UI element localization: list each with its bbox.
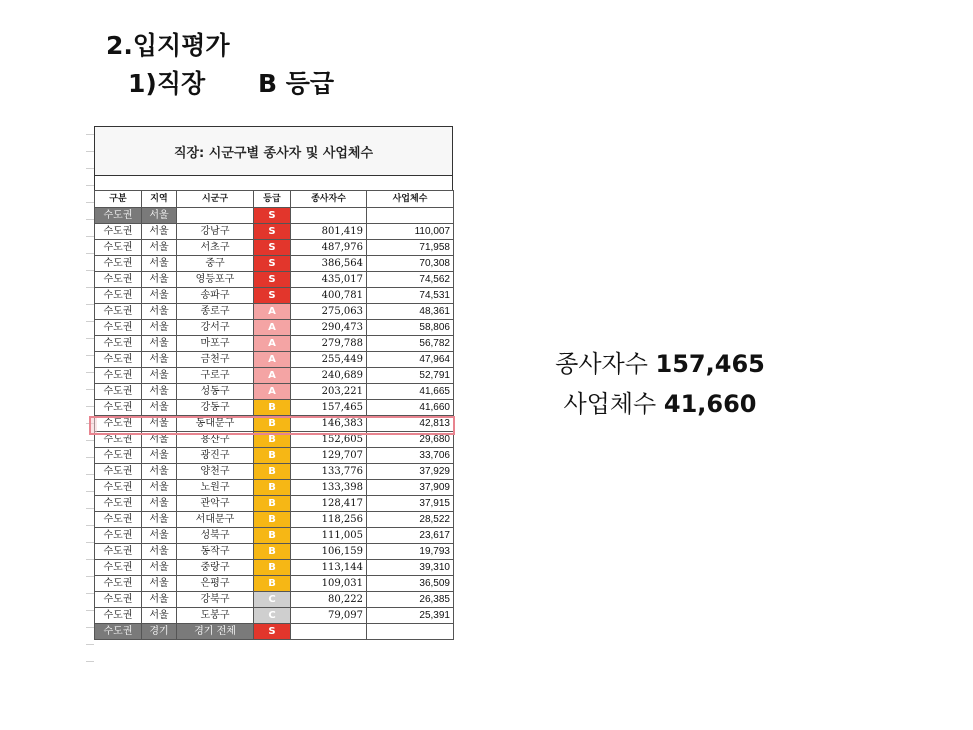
table-row bbox=[95, 272, 454, 288]
district-cell: 성동구 bbox=[177, 384, 254, 400]
table-row bbox=[95, 464, 454, 480]
area-cell: 서울 bbox=[142, 528, 177, 544]
table-row bbox=[95, 512, 454, 528]
region-cell: 수도권 bbox=[95, 336, 142, 352]
table-row bbox=[95, 592, 454, 608]
row-guide-line bbox=[86, 661, 94, 662]
workers-value: 157,465 bbox=[655, 350, 765, 378]
region-cell: 수도권 bbox=[95, 400, 142, 416]
row-guide-line bbox=[86, 644, 94, 645]
table-row bbox=[95, 528, 454, 544]
table-row bbox=[95, 288, 454, 304]
businesses-cell: 26,385 bbox=[367, 592, 454, 608]
region-cell: 수도권 bbox=[95, 288, 142, 304]
table-row bbox=[95, 480, 454, 496]
row-guide-line bbox=[86, 236, 94, 237]
table-row bbox=[95, 224, 454, 240]
region-cell: 수도권 bbox=[95, 256, 142, 272]
region-cell: 수도권 bbox=[95, 464, 142, 480]
workers-cell: 400,781 bbox=[291, 288, 367, 304]
workers-cell: 106,159 bbox=[291, 544, 367, 560]
grade-badge: A bbox=[254, 304, 291, 320]
area-cell: 서울 bbox=[142, 496, 177, 512]
row-guide-line bbox=[86, 576, 94, 577]
area-cell: 서울 bbox=[142, 352, 177, 368]
businesses-cell: 37,915 bbox=[367, 496, 454, 512]
row-guide-line bbox=[86, 440, 94, 441]
region-cell: 수도권 bbox=[95, 208, 142, 224]
row-guide-line bbox=[86, 474, 94, 475]
area-cell: 서울 bbox=[142, 224, 177, 240]
table-row bbox=[95, 304, 454, 320]
grade-badge: C bbox=[254, 608, 291, 624]
workers-cell bbox=[291, 624, 367, 640]
district-cell: 강서구 bbox=[177, 320, 254, 336]
row-guide-line bbox=[86, 525, 94, 526]
grade-badge: B bbox=[254, 432, 291, 448]
businesses-cell: 29,680 bbox=[367, 432, 454, 448]
sheet-title: 직장: 시군구별 종사자 및 사업체수 bbox=[94, 126, 453, 176]
table-row bbox=[95, 336, 454, 352]
businesses-cell: 70,308 bbox=[367, 256, 454, 272]
workers-cell: 255,449 bbox=[291, 352, 367, 368]
row-guide-line bbox=[86, 202, 94, 203]
businesses-cell: 71,958 bbox=[367, 240, 454, 256]
area-cell: 서울 bbox=[142, 432, 177, 448]
area-cell: 서울 bbox=[142, 320, 177, 336]
area-cell: 경기 bbox=[142, 624, 177, 640]
area-cell: 서울 bbox=[142, 368, 177, 384]
district-cell: 중구 bbox=[177, 256, 254, 272]
row-guide-line bbox=[86, 593, 94, 594]
grade-badge: B bbox=[254, 560, 291, 576]
region-cell: 수도권 bbox=[95, 560, 142, 576]
table-row bbox=[95, 544, 454, 560]
table-header bbox=[95, 191, 454, 208]
row-guide-line bbox=[86, 491, 94, 492]
workers-cell: 386,564 bbox=[291, 256, 367, 272]
district-cell: 은평구 bbox=[177, 576, 254, 592]
area-cell: 서울 bbox=[142, 480, 177, 496]
row-guide-line bbox=[86, 185, 94, 186]
workers-cell: 279,788 bbox=[291, 336, 367, 352]
businesses-cell: 47,964 bbox=[367, 352, 454, 368]
businesses-cell: 52,791 bbox=[367, 368, 454, 384]
area-cell: 서울 bbox=[142, 464, 177, 480]
area-cell: 서울 bbox=[142, 208, 177, 224]
col-header-businesses: 사업체수 bbox=[367, 191, 454, 208]
businesses-cell: 37,929 bbox=[367, 464, 454, 480]
region-cell: 수도권 bbox=[95, 624, 142, 640]
grade-badge: S bbox=[254, 272, 291, 288]
region-cell: 수도권 bbox=[95, 592, 142, 608]
workers-cell: 240,689 bbox=[291, 368, 367, 384]
col-header-area: 지역 bbox=[142, 191, 177, 208]
region-cell: 수도권 bbox=[95, 384, 142, 400]
grade-badge: A bbox=[254, 368, 291, 384]
grade-badge: S bbox=[254, 208, 291, 224]
grade-badge: B bbox=[254, 512, 291, 528]
grade-badge: B bbox=[254, 416, 291, 432]
businesses-cell: 74,531 bbox=[367, 288, 454, 304]
area-cell: 서울 bbox=[142, 288, 177, 304]
area-cell: 서울 bbox=[142, 416, 177, 432]
table-row bbox=[95, 560, 454, 576]
workers-cell: 157,465 bbox=[291, 400, 367, 416]
grade-badge: S bbox=[254, 240, 291, 256]
workers-cell: 133,398 bbox=[291, 480, 367, 496]
grade-badge: S bbox=[254, 288, 291, 304]
grade-badge: B bbox=[254, 464, 291, 480]
grade-badge: S bbox=[254, 224, 291, 240]
summary-row bbox=[95, 624, 454, 640]
area-cell: 서울 bbox=[142, 400, 177, 416]
district-cell: 마포구 bbox=[177, 336, 254, 352]
table-row bbox=[95, 368, 454, 384]
workers-cell: 435,017 bbox=[291, 272, 367, 288]
businesses-cell: 48,361 bbox=[367, 304, 454, 320]
row-guide-line bbox=[86, 338, 94, 339]
table-row bbox=[95, 448, 454, 464]
table-row bbox=[95, 576, 454, 592]
grade-badge: A bbox=[254, 320, 291, 336]
highlight-row-box bbox=[89, 416, 455, 435]
row-guide-line bbox=[86, 270, 94, 271]
grade-badge: B bbox=[254, 528, 291, 544]
region-cell: 수도권 bbox=[95, 576, 142, 592]
area-cell: 서울 bbox=[142, 256, 177, 272]
region-cell: 수도권 bbox=[95, 448, 142, 464]
district-cell: 송파구 bbox=[177, 288, 254, 304]
col-header-grade: 등급 bbox=[254, 191, 291, 208]
workplace-table bbox=[94, 190, 454, 640]
businesses-cell: 39,310 bbox=[367, 560, 454, 576]
row-guide-line bbox=[86, 542, 94, 543]
summary-row bbox=[95, 208, 454, 224]
workers-cell: 275,063 bbox=[291, 304, 367, 320]
district-cell: 노원구 bbox=[177, 480, 254, 496]
row-guide-line bbox=[86, 559, 94, 560]
table-row bbox=[95, 320, 454, 336]
grade-badge: B bbox=[254, 496, 291, 512]
section-title: 2.입지평가 bbox=[106, 31, 230, 60]
col-header-district: 시군구 bbox=[177, 191, 254, 208]
area-cell: 서울 bbox=[142, 336, 177, 352]
area-cell: 서울 bbox=[142, 560, 177, 576]
grade-badge: B bbox=[254, 576, 291, 592]
businesses-cell: 110,007 bbox=[367, 224, 454, 240]
row-guide-line bbox=[86, 457, 94, 458]
area-cell: 서울 bbox=[142, 608, 177, 624]
workers-cell: 113,144 bbox=[291, 560, 367, 576]
area-cell: 서울 bbox=[142, 512, 177, 528]
table-row bbox=[95, 608, 454, 624]
row-guide-line bbox=[86, 168, 94, 169]
businesses-cell: 41,665 bbox=[367, 384, 454, 400]
grade-badge: B bbox=[254, 400, 291, 416]
businesses-cell: 33,706 bbox=[367, 448, 454, 464]
region-cell: 수도권 bbox=[95, 496, 142, 512]
row-guide-line bbox=[86, 355, 94, 356]
region-cell: 수도권 bbox=[95, 272, 142, 288]
workers-cell: 80,222 bbox=[291, 592, 367, 608]
table-row bbox=[95, 384, 454, 400]
businesses-cell: 56,782 bbox=[367, 336, 454, 352]
workers-cell: 487,976 bbox=[291, 240, 367, 256]
region-cell: 수도권 bbox=[95, 320, 142, 336]
district-cell: 영등포구 bbox=[177, 272, 254, 288]
district-cell: 종로구 bbox=[177, 304, 254, 320]
area-cell: 서울 bbox=[142, 448, 177, 464]
district-cell: 광진구 bbox=[177, 448, 254, 464]
district-cell: 중랑구 bbox=[177, 560, 254, 576]
region-cell: 수도권 bbox=[95, 416, 142, 432]
region-cell: 수도권 bbox=[95, 512, 142, 528]
grade-badge: S bbox=[254, 624, 291, 640]
row-guide-line bbox=[86, 406, 94, 407]
district-cell: 도봉구 bbox=[177, 608, 254, 624]
businesses-cell: 42,813 bbox=[367, 416, 454, 432]
table-row bbox=[95, 352, 454, 368]
table-row bbox=[95, 256, 454, 272]
row-guide-line bbox=[86, 219, 94, 220]
grade-badge: A bbox=[254, 352, 291, 368]
workers-cell: 109,031 bbox=[291, 576, 367, 592]
region-cell: 수도권 bbox=[95, 480, 142, 496]
district-cell: 동대문구 bbox=[177, 416, 254, 432]
workers-cell: 118,256 bbox=[291, 512, 367, 528]
district-cell: 서대문구 bbox=[177, 512, 254, 528]
businesses-cell: 23,617 bbox=[367, 528, 454, 544]
row-guide-line bbox=[86, 321, 94, 322]
area-cell: 서울 bbox=[142, 240, 177, 256]
district-cell: 서초구 bbox=[177, 240, 254, 256]
region-cell: 수도권 bbox=[95, 544, 142, 560]
district-cell: 강북구 bbox=[177, 592, 254, 608]
businesses-cell bbox=[367, 624, 454, 640]
businesses-cell: 37,909 bbox=[367, 480, 454, 496]
table-row bbox=[95, 496, 454, 512]
region-cell: 수도권 bbox=[95, 224, 142, 240]
workers-cell: 801,419 bbox=[291, 224, 367, 240]
businesses-value: 41,660 bbox=[663, 390, 757, 418]
businesses-cell: 19,793 bbox=[367, 544, 454, 560]
col-header-group: 구분 bbox=[95, 191, 142, 208]
workers-cell: 146,383 bbox=[291, 416, 367, 432]
area-cell: 서울 bbox=[142, 576, 177, 592]
col-header-workers: 종사자수 bbox=[291, 191, 367, 208]
district-cell: 강동구 bbox=[177, 400, 254, 416]
businesses-cell: 58,806 bbox=[367, 320, 454, 336]
businesses-cell: 28,522 bbox=[367, 512, 454, 528]
grade-badge: S bbox=[254, 256, 291, 272]
row-guides bbox=[86, 126, 94, 666]
workers-cell: 133,776 bbox=[291, 464, 367, 480]
region-cell: 수도권 bbox=[95, 528, 142, 544]
businesses-summary bbox=[540, 384, 780, 419]
grade-badge: B bbox=[254, 480, 291, 496]
businesses-cell: 74,562 bbox=[367, 272, 454, 288]
workers-label: 종사자수 bbox=[555, 350, 648, 378]
grade-label: B 등급 bbox=[258, 69, 335, 98]
district-cell: 강남구 bbox=[177, 224, 254, 240]
workers-cell: 290,473 bbox=[291, 320, 367, 336]
row-guide-line bbox=[86, 372, 94, 373]
region-cell: 수도권 bbox=[95, 352, 142, 368]
district-cell: 경기 전체 bbox=[177, 624, 254, 640]
area-cell: 서울 bbox=[142, 304, 177, 320]
businesses-label: 사업체수 bbox=[563, 390, 657, 418]
workers-cell: 152,605 bbox=[291, 432, 367, 448]
row-guide-line bbox=[86, 508, 94, 509]
row-guide-line bbox=[86, 151, 94, 152]
region-cell: 수도권 bbox=[95, 240, 142, 256]
district-cell: 성북구 bbox=[177, 528, 254, 544]
area-cell: 서울 bbox=[142, 272, 177, 288]
workers-cell bbox=[291, 208, 367, 224]
region-cell: 수도권 bbox=[95, 608, 142, 624]
region-cell: 수도권 bbox=[95, 368, 142, 384]
district-cell: 구로구 bbox=[177, 368, 254, 384]
businesses-cell: 25,391 bbox=[367, 608, 454, 624]
district-cell: 금천구 bbox=[177, 352, 254, 368]
workers-cell: 111,005 bbox=[291, 528, 367, 544]
businesses-cell bbox=[367, 208, 454, 224]
district-cell bbox=[177, 208, 254, 224]
row-guide-line bbox=[86, 253, 94, 254]
table-row bbox=[95, 400, 454, 416]
area-cell: 서울 bbox=[142, 592, 177, 608]
grade-badge: B bbox=[254, 448, 291, 464]
row-guide-line bbox=[86, 304, 94, 305]
grade-badge: A bbox=[254, 384, 291, 400]
workers-cell: 79,097 bbox=[291, 608, 367, 624]
district-cell: 용산구 bbox=[177, 432, 254, 448]
region-cell: 수도권 bbox=[95, 304, 142, 320]
row-guide-line bbox=[86, 627, 94, 628]
area-cell: 서울 bbox=[142, 544, 177, 560]
district-cell: 동작구 bbox=[177, 544, 254, 560]
district-cell: 양천구 bbox=[177, 464, 254, 480]
area-cell: 서울 bbox=[142, 384, 177, 400]
row-guide-line bbox=[86, 610, 94, 611]
spreadsheet-image bbox=[86, 126, 454, 666]
workers-summary bbox=[540, 344, 780, 379]
workers-cell: 129,707 bbox=[291, 448, 367, 464]
table-row bbox=[95, 240, 454, 256]
subsection-title: 1)직장 bbox=[128, 69, 206, 98]
row-guide-line bbox=[86, 287, 94, 288]
row-guide-line bbox=[86, 134, 94, 135]
grade-badge: C bbox=[254, 592, 291, 608]
sheet-gap bbox=[94, 176, 453, 190]
grade-badge: B bbox=[254, 544, 291, 560]
workers-cell: 203,221 bbox=[291, 384, 367, 400]
grade-badge: A bbox=[254, 336, 291, 352]
region-cell: 수도권 bbox=[95, 432, 142, 448]
businesses-cell: 36,509 bbox=[367, 576, 454, 592]
businesses-cell: 41,660 bbox=[367, 400, 454, 416]
district-cell: 관악구 bbox=[177, 496, 254, 512]
row-guide-line bbox=[86, 389, 94, 390]
workers-cell: 128,417 bbox=[291, 496, 367, 512]
